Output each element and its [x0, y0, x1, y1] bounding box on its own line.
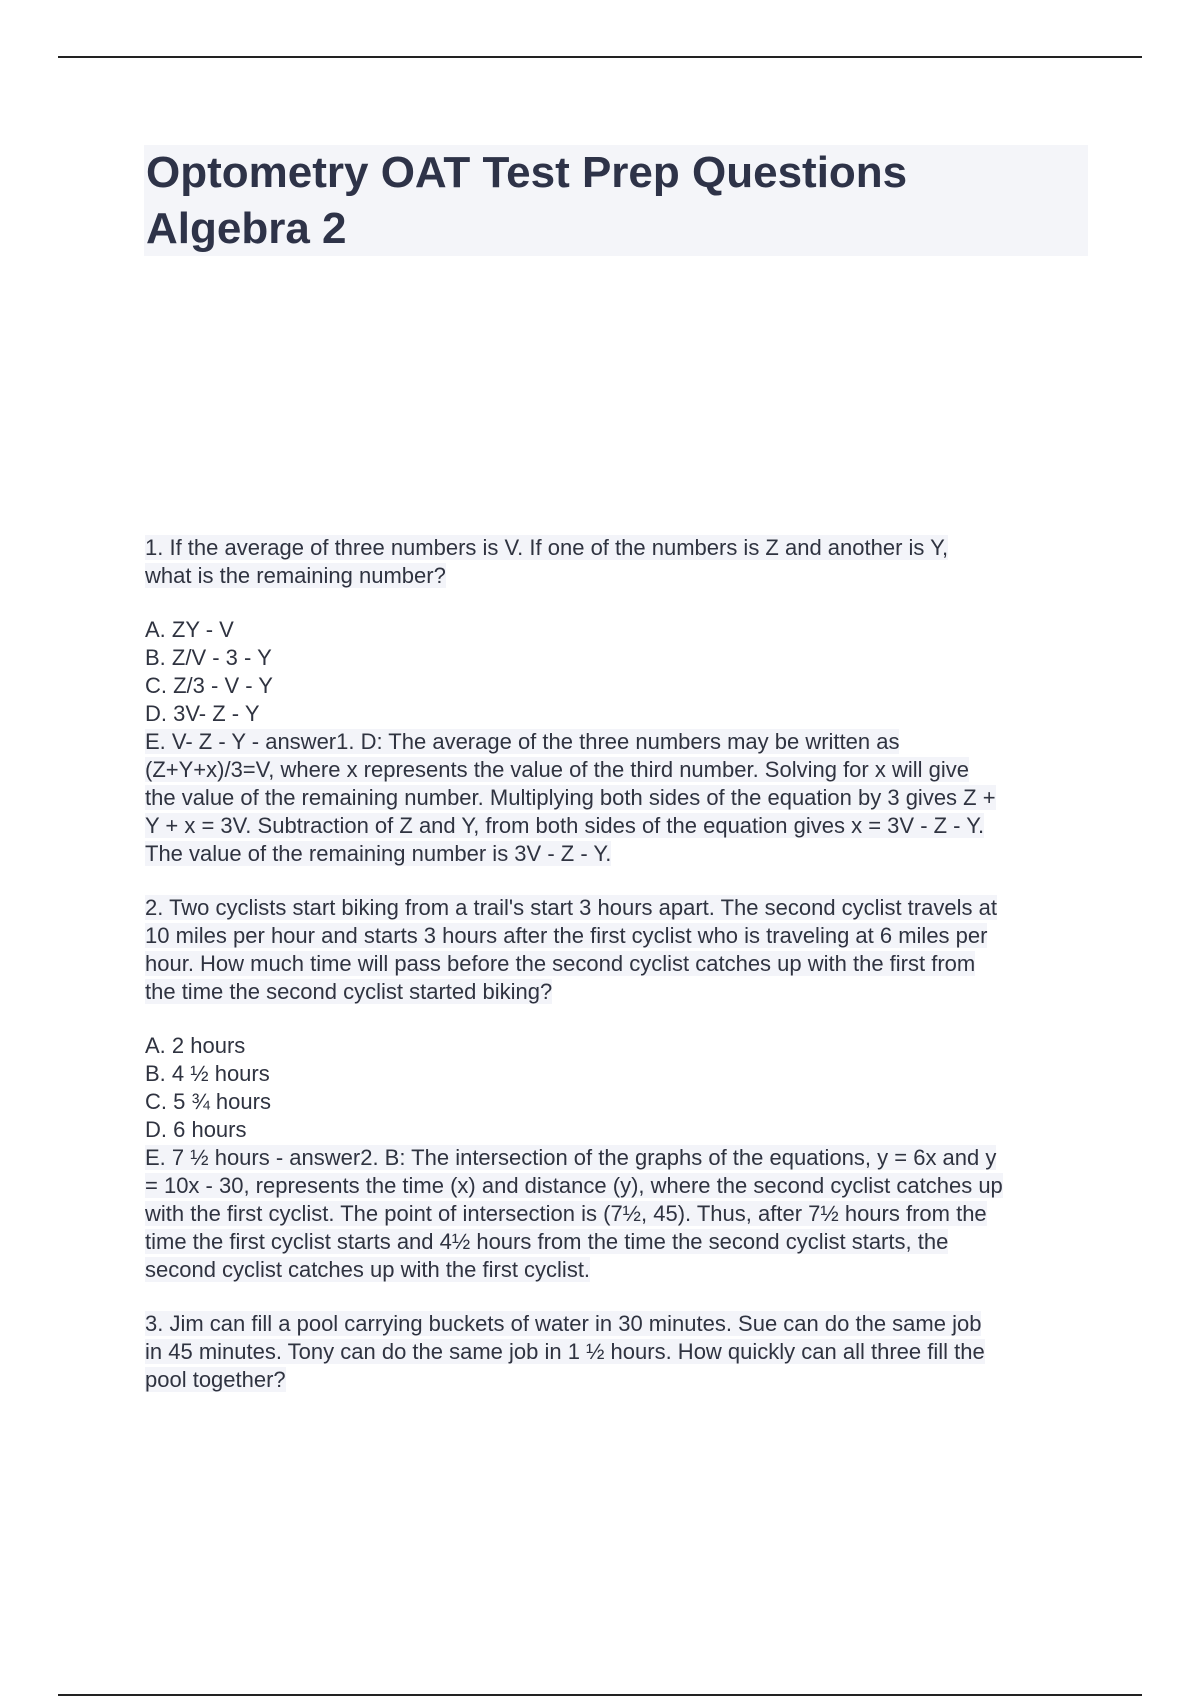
- question-text-line: the time the second cyclist started biking?: [145, 979, 553, 1004]
- document-body: [145, 534, 1095, 1394]
- answer-line: = 10x - 30, represents the time (x) and distance (y), where the second cyclist catches up: [145, 1173, 1003, 1198]
- question-text-line: 1. If the average of three numbers is V. If one of the numbers is Z and another is Y,: [145, 535, 949, 560]
- question-2-options: [145, 1032, 1095, 1144]
- option-d: D. 6 hours: [145, 1117, 247, 1142]
- answer-line: time the first cyclist starts and 4½ hours from the time the second cyclist starts, the: [145, 1229, 949, 1254]
- option-b: B. Z/V - 3 - Y: [145, 645, 272, 670]
- question-1-options: [145, 616, 1095, 728]
- question-text-line: 10 miles per hour and starts 3 hours after the first cyclist who is traveling at 6 miles per: [145, 923, 988, 948]
- answer-line: Y + x = 3V. Subtraction of Z and Y, from both sides of the equation gives x = 3V - Z - Y.: [145, 813, 985, 838]
- question-3: [145, 1310, 1095, 1394]
- answer-line: (Z+Y+x)/3=V, where x represents the value of the third number. Solving for x will give: [145, 757, 969, 782]
- spacer: [145, 1006, 1095, 1032]
- bottom-rule: [58, 1694, 1142, 1696]
- option-c: C. 5 ¾ hours: [145, 1089, 271, 1114]
- top-rule: [58, 56, 1142, 58]
- answer-line: second cyclist catches up with the first cyclist.: [145, 1257, 591, 1282]
- answer-line: E. 7 ½ hours - answer2. B: The intersection of the graphs of the equations, y = 6x and y: [145, 1145, 997, 1170]
- question-text-line: pool together?: [145, 1367, 286, 1392]
- spacer: [145, 868, 1095, 894]
- option-b: B. 4 ½ hours: [145, 1061, 270, 1086]
- spacer: [145, 1284, 1095, 1310]
- answer-line: The value of the remaining number is 3V - Z - Y.: [145, 841, 612, 866]
- question-text-line: 2. Two cyclists start biking from a trail's start 3 hours apart. The second cyclist travels at: [145, 895, 997, 920]
- spacer: [145, 590, 1095, 616]
- option-a: A. ZY - V: [145, 617, 234, 642]
- option-d: D. 3V- Z - Y: [145, 701, 260, 726]
- question-text-line: in 45 minutes. Tony can do the same job in 1 ½ hours. How quickly can all three fill the: [145, 1339, 985, 1364]
- answer-line: with the first cyclist. The point of intersection is (7½, 45). Thus, after 7½ hours from the: [145, 1201, 987, 1226]
- question-text-line: 3. Jim can fill a pool carrying buckets of water in 30 minutes. Sue can do the same job: [145, 1311, 982, 1336]
- question-2-answer: [145, 1144, 1095, 1284]
- option-c: C. Z/3 - V - Y: [145, 673, 273, 698]
- question-1-text: [145, 534, 1095, 590]
- answer-line: E. V- Z - Y - answer1. D: The average of the three numbers may be written as: [145, 729, 900, 754]
- question-text-line: what is the remaining number?: [145, 563, 446, 588]
- question-2-text: [145, 894, 1095, 1006]
- document-title: [146, 145, 1086, 257]
- question-3-text: [145, 1310, 1095, 1394]
- question-2: [145, 894, 1095, 1284]
- answer-line: the value of the remaining number. Multiplying both sides of the equation by 3 gives Z +: [145, 785, 996, 810]
- option-a: A. 2 hours: [145, 1033, 246, 1058]
- question-1-answer: [145, 728, 1095, 868]
- title-line-2: Algebra 2: [146, 204, 347, 253]
- question-1: [145, 534, 1095, 868]
- title-line-1: Optometry OAT Test Prep Questions: [146, 148, 908, 197]
- question-text-line: hour. How much time will pass before the second cyclist catches up with the first from: [145, 951, 976, 976]
